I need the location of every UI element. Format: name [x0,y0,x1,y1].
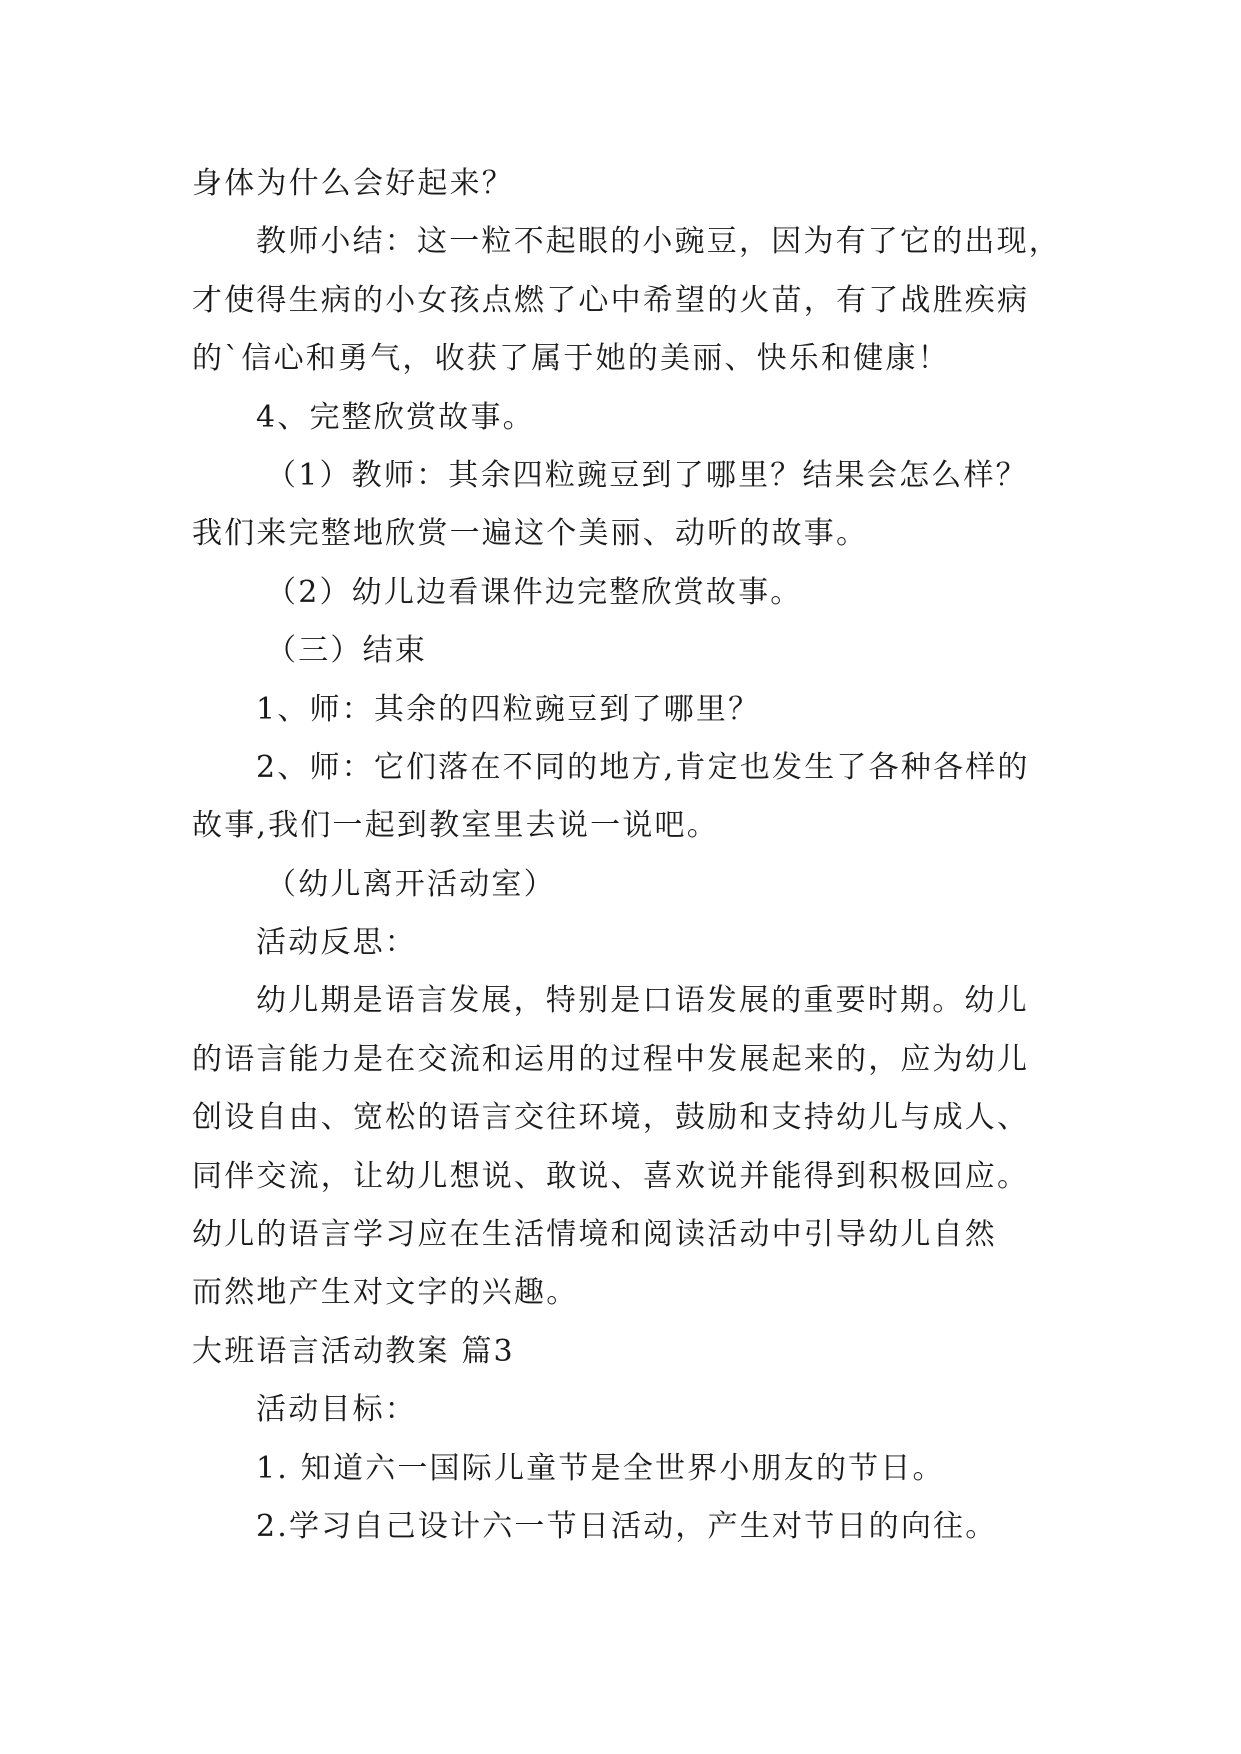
document-title: 大班语言活动教案 篇3 [192,1333,515,1369]
section-heading: （三）结束 [266,633,427,669]
text-line: 的语言能力是在交流和运用的过程中发展起来的，应为幼儿 [192,1041,1030,1077]
text-line: 幼儿期是语言发展，特别是口语发展的重要时期。幼儿 [256,983,1029,1019]
text-line: 2、师：它们落在不同的地方,肯定也发生了各种各样的 [256,749,1030,785]
section-heading: 活动反思： [256,925,417,961]
text-line: （2）幼儿边看课件边完整欣赏故事。 [266,574,803,610]
text-line: 故事,我们一起到教室里去说一说吧。 [192,808,719,844]
text-line: 1. 知道六一国际儿童节是全世界小朋友的节日。 [256,1450,945,1486]
text-line: 才使得生病的小女孩点燃了心中希望的火苗，有了战胜疾病 [192,282,1030,318]
text-line: 我们来完整地欣赏一遍这个美丽、动听的故事。 [192,516,869,552]
text-line: 创设自由、宽松的语言交往环境，鼓励和支持幼儿与成人、 [192,1100,1030,1136]
text-line: （幼儿离开活动室） [266,866,556,902]
text-line: 的`信心和勇气，收获了属于她的美丽、快乐和健康！ [192,341,950,377]
text-line: （1）教师：其余四粒豌豆到了哪里？结果会怎么样？ [266,457,1028,493]
section-heading: 活动目标： [256,1392,417,1428]
document-page [192,155,1072,1556]
text-line: 而然地产生对文字的兴趣。 [192,1275,579,1311]
text-line: 2.学习自己设计六一节日活动，产生对节日的向往。 [256,1508,998,1544]
text-line: 1、师：其余的四粒豌豆到了哪里？ [256,691,761,727]
text-line: 教师小结：这一粒不起眼的小豌豆，因为有了它的出现， [256,224,1061,260]
text-line: 4、完整欣赏故事。 [256,399,535,435]
text-line: 幼儿的语言学习应在生活情境和阅读活动中引导幼儿自然 [192,1217,997,1253]
text-line: 身体为什么会好起来？ [192,166,514,201]
text-line: 同伴交流，让幼儿想说、敢说、喜欢说并能得到积极回应。 [192,1158,1030,1194]
